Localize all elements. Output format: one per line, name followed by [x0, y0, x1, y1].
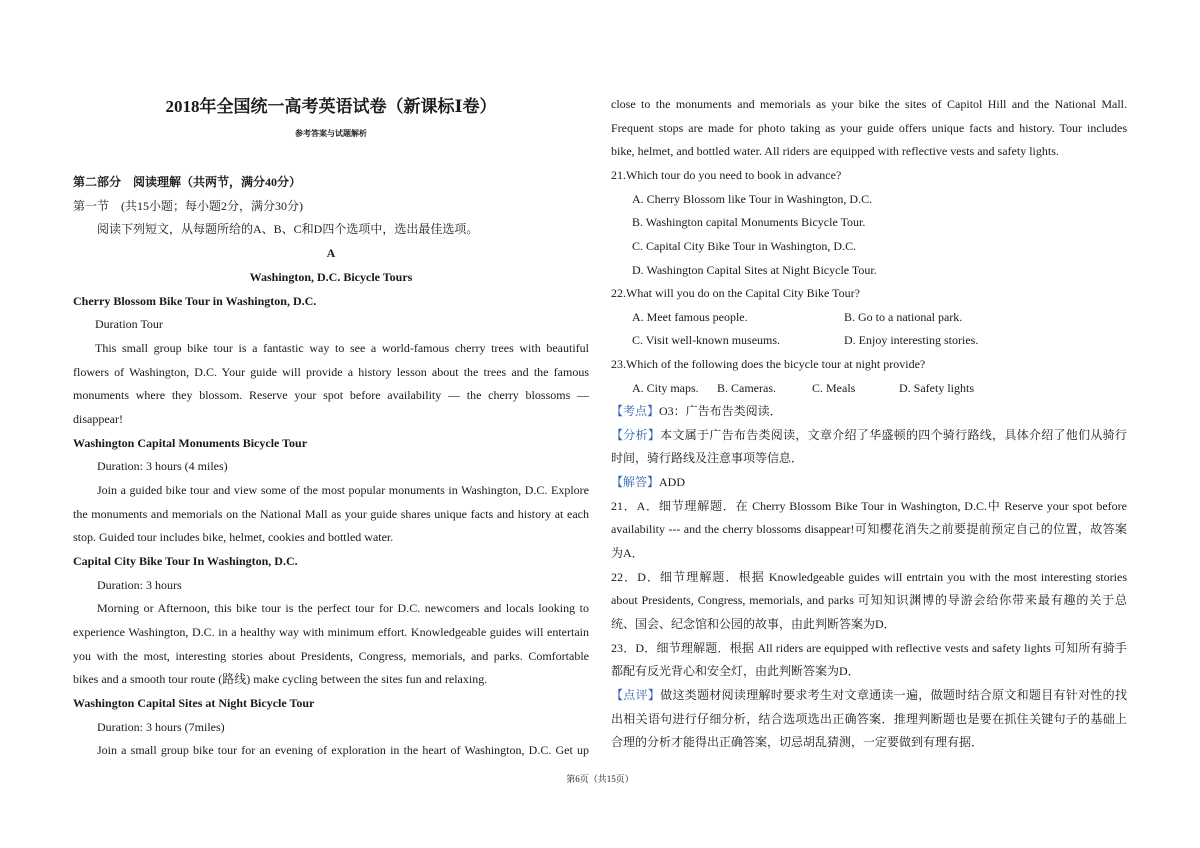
answer-22-line: 统、国会、纪念馆和公园的故事，由此判断答案为D．: [611, 617, 896, 631]
tour4-text-line: Join a small group bike tour for an evening of exploration in the heart of Washington, D.C. Get up: [97, 743, 589, 757]
dianping-line: 合理的分析才能得出正确答案，切忌胡乱猜测，一定要做到有理有据．: [611, 735, 984, 749]
exam-subtitle: 参考答案与试题解析: [295, 129, 367, 138]
dianping-line: 出相关语句进行仔细分析，结合选项选出正确答案．推理判断题也是要在抓住关键句子的基础上: [611, 712, 1127, 726]
tour1-text-line: monuments where they blossom. Reserve your spot before availability — the cherry blossoms —: [73, 388, 589, 402]
q21-option-a: A. Cherry Blossom like Tour in Washington, D.C.: [632, 192, 873, 206]
tour1-heading: Cherry Blossom Bike Tour in Washington, D.C.: [73, 294, 317, 308]
q23-option-c: C. Meals: [812, 381, 856, 395]
passage-title: Washington, D.C. Bicycle Tours: [249, 270, 413, 284]
answer-23-line: 都配有反光背心和安全灯，由此判断答案为D．: [611, 664, 860, 678]
q22-option-b: B. Go to a national park.: [844, 310, 963, 324]
dianping-line: [611, 687, 1127, 703]
answer-22-line: about Presidents, Congress, memorials, and parks 可知知识渊博的导游会给你带来最有趣的关于总: [611, 593, 1127, 607]
tour3-duration: Duration: 3 hours: [97, 578, 182, 592]
tour3-heading: Capital City Bike Tour In Washington, D.C.: [73, 554, 298, 568]
q22-option-c: C. Visit well-known museums.: [632, 333, 781, 347]
answer-21-line: availability --- and the cherry blossoms disappear!可知樱花消失之前要提前预定自己的位置，故答案: [611, 522, 1127, 536]
tour3-text-line: Morning or Afternoon, this bike tour is the perfect tour for D.C. newcomers and locals looking to: [97, 601, 589, 615]
question-22: 22.What will you do on the Capital City Bike Tour?: [611, 286, 860, 300]
q21-option-c: C. Capital City Bike Tour in Washington, D.C.: [632, 239, 857, 253]
page-footer: 第6页（共15页）: [566, 774, 634, 784]
tour3-text-line: you with the most, interesting stories about Presidents, Congress, memorials, and parks. Comfortable: [73, 649, 589, 663]
fenxi-line: [611, 427, 1127, 443]
answer-21-line: 21．A．细节理解题．在 Cherry Blossom Bike Tour in Washington, D.C.中 Reserve your spot before: [611, 499, 1127, 513]
q23-option-a: A. City maps.: [632, 381, 699, 395]
kaodian-text: O3：广告布告类阅读．: [659, 404, 782, 418]
q21-option-d: D. Washington Capital Sites at Night Bicycle Tour.: [632, 263, 877, 277]
tour3-text-line: bikes and a smooth tour route (路线) make cycling between the sites fun and relaxing.: [73, 672, 488, 686]
part-heading: 第二部分 阅读理解（共两节，满分40分）: [73, 175, 302, 189]
answer-22-line: 22．D．细节理解题．根据 Knowledgeable guides will entrtain you with the most interesting stories: [611, 570, 1127, 584]
tour1-text-line: disappear!: [73, 412, 123, 426]
fenxi-tag: 【分析】: [611, 428, 661, 442]
exam-title: 2018年全国统一高考英语试卷（新课标Ⅰ卷）: [165, 97, 497, 116]
jieda-tag: 【解答】: [611, 475, 660, 489]
answer-23-line: 23．D．细节理解题．根据 All riders are equipped with reflective vests and safety lights 可知所有骑手: [611, 641, 1127, 655]
fenxi-text: 本文属于广告布告类阅读，文章介绍了华盛顿的四个骑行路线，具体介绍了他们从骑行: [660, 428, 1127, 442]
kaodian-line: [611, 403, 1127, 419]
q23-option-d: D. Safety lights: [899, 381, 974, 395]
tour2-text-line: the monuments and memorials on the National Mall as your guide shares unique facts and history at each: [73, 507, 589, 521]
tour2-heading: Washington Capital Monuments Bicycle Tour: [73, 436, 308, 450]
instruction: 阅读下列短文，从每题所给的A、B、C和D四个选项中，选出最佳选项。: [97, 222, 479, 236]
tour2-duration: Duration: 3 hours (4 miles): [97, 459, 228, 473]
tour1-duration: Duration Tour: [95, 317, 163, 331]
tour4-text-line: bike, helmet, and bottled water. All riders are equipped with reflective vests and safety lights.: [611, 144, 1059, 158]
tour3-text-line: experience Washington, D.C. in a healthy way with minimum effort. Knowledgeable guides will entertain: [73, 625, 589, 639]
question-21: 21.Which tour do you need to book in advance?: [611, 168, 842, 182]
section-line: 第一节 (共15小题；每小题2分，满分30分): [73, 199, 303, 213]
dianping-text: 做这类题材阅读理解时要求考生对文章通读一遍，做题时结合原文和题目有针对性的找: [660, 688, 1127, 702]
tour4-text-line: close to the monuments and memorials as your bike the sites of Capitol Hill and the National Mall.: [611, 97, 1127, 111]
tour4-heading: Washington Capital Sites at Night Bicycle Tour: [73, 696, 315, 710]
tour2-text-line: stop. Guided tour includes bike, helmet, cookies and bottled water.: [73, 530, 394, 544]
passage-letter: A: [326, 246, 336, 260]
jieda-text: ADD: [659, 475, 686, 489]
jieda-line: [611, 474, 1127, 490]
tour1-text-line: This small group bike tour is a fantastic way to see a world-famous cherry trees with beautiful: [95, 341, 589, 355]
question-23: 23.Which of the following does the bicycle tour at night provide?: [611, 357, 926, 371]
tour2-text-line: Join a guided bike tour and view some of the most popular monuments in Washington, D.C. Explore: [97, 483, 589, 497]
tour1-text-line: flowers of Washington, D.C. Your guide will provide a history lesson about the trees and the famous: [73, 365, 589, 379]
tour4-text-line: Frequent stops are made for photo taking as your guide offers unique facts and history. Tour includes: [611, 121, 1127, 135]
dianping-tag: 【点评】: [611, 688, 661, 702]
kaodian-tag: 【考点】: [611, 404, 660, 418]
fenxi-line: 时间，骑行路线及注意事项等信息．: [611, 451, 804, 465]
q22-option-d: D. Enjoy interesting stories.: [844, 333, 979, 347]
q23-option-b: B. Cameras.: [717, 381, 776, 395]
answer-21-line: 为A．: [611, 546, 644, 560]
q22-option-a: A. Meet famous people.: [632, 310, 748, 324]
q21-option-b: B. Washington capital Monuments Bicycle Tour.: [632, 215, 866, 229]
tour4-duration: Duration: 3 hours (7miles): [97, 720, 225, 734]
